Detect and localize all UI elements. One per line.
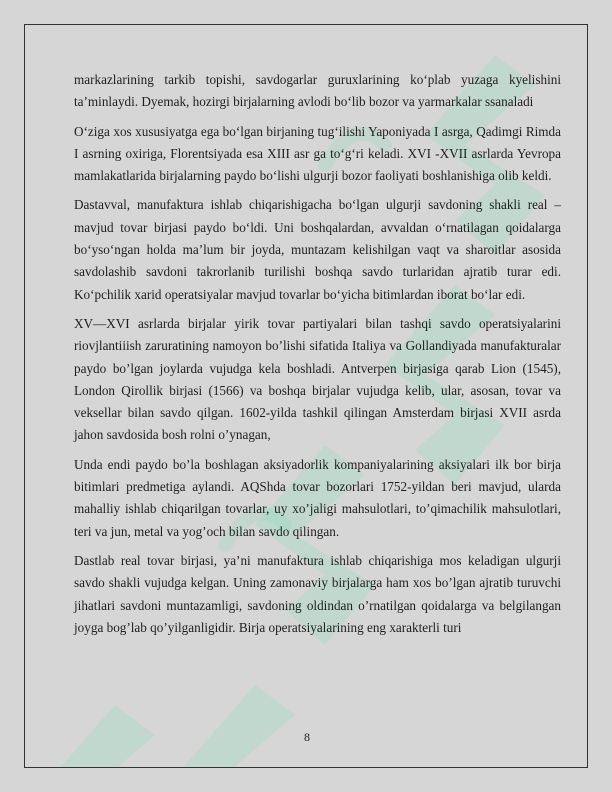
page-border (24, 24, 588, 768)
document-body (74, 69, 561, 646)
paragraph-2: O‘ziga xos xususiyatga ega bo‘lgan birjaning tug‘ilishi Yaponiyada I asrga, Qadimgi Rimda I asrning oxiriga, Florentsiyada esa XIII asr ga to‘g‘ri keladi. XVI -XVII asrlarda Yevropa mamlakatlarida birjalarning paydo bo‘lishi ulgurji bozor faoliyati boshlanishiga olib keldi. (74, 123, 561, 184)
page-number: 8 (304, 730, 310, 744)
paragraph-5: Unda endi paydo bo’la boshlagan aksiyadorlik kompaniyalarining aksiyalari ilk bor birja bitimlari predmetiga aylandi. AQShda tovar bozorlari 1752-yildan beri mavjud, ularda mahalliy ishlab chiqarilgan tovarlar, uy xo’jaligi mahsulotlari, to’qimachilik mahsulotlari, teri va jun, metal va yog’och bilan savdo qilingan. (74, 456, 561, 539)
paragraph-3: Dastavval, manufaktura ishlab chiqarishigacha bo‘lgan ulgurji savdoning shakli real – mavjud tovar birjasi paydo bo‘ldi. Uni boshqalardan, avvaldan o‘rnatilagan qoidalarga bo‘yso‘ngan holda ma’lum bir joyda, muntazam kelishilgan vaqt va sharoitlar asosida savdolashib savdoni takrorlanib turilishi boshqa savdo turlaridan ajratib turar edi. Ko‘pchilik xarid operatsiyalar mavjud tovarlar bo‘yicha bitimlardan iborat bo‘lar edi. (74, 197, 561, 302)
paragraph-4: XV—XVI asrlarda birjalar yirik tovar partiyalari bilan tashqi savdo operatsiyalarini riovjlantiiish zaruratining namoyon bo’lishi sifatida Italiya va Gollandiyada manufakturalar paydo bo’lgan joylarda vujudga kela boshladi. Antverpen birjasiga qarab Lion (1545), London Qirollik birjasi (1566) va boshqa birjalar vujudga kelib, ular, asosan, tovar va veksellar bilan savdo qilgan. 1602-yilda tashkil qilingan Amsterdam birjasi XVII asrda jahon savdosida bosh rolni o’ynagan, (74, 315, 561, 443)
paragraph-6: Dastlab real tovar birjasi, ya’ni manufaktura ishlab chiqarishiga mos keladigan ulgurji savdo shakli vujudga kelgan. Uning zamonaviy birjalarga ham xos bo’lgan ajratib turuvchi jihatlari savdoni muntazamligi, savdoning oldindan o’rnatilgan qoidalarga va belgilangan joyga bog’lab qo’yilganligidir. Birja operatsiyalarining eng xarakterli turi (74, 552, 561, 635)
paragraph-1: markazlarining tarkib topishi, savdogarlar guruxlarining ko‘plab yuzaga kyelishini ta’minlaydi. Dyemak, hozirgi birjalarning avlodi bo‘lib bozor va yarmarkalar ssanaladi (74, 72, 561, 110)
watermark-leaf-shape-5 (185, 685, 305, 768)
